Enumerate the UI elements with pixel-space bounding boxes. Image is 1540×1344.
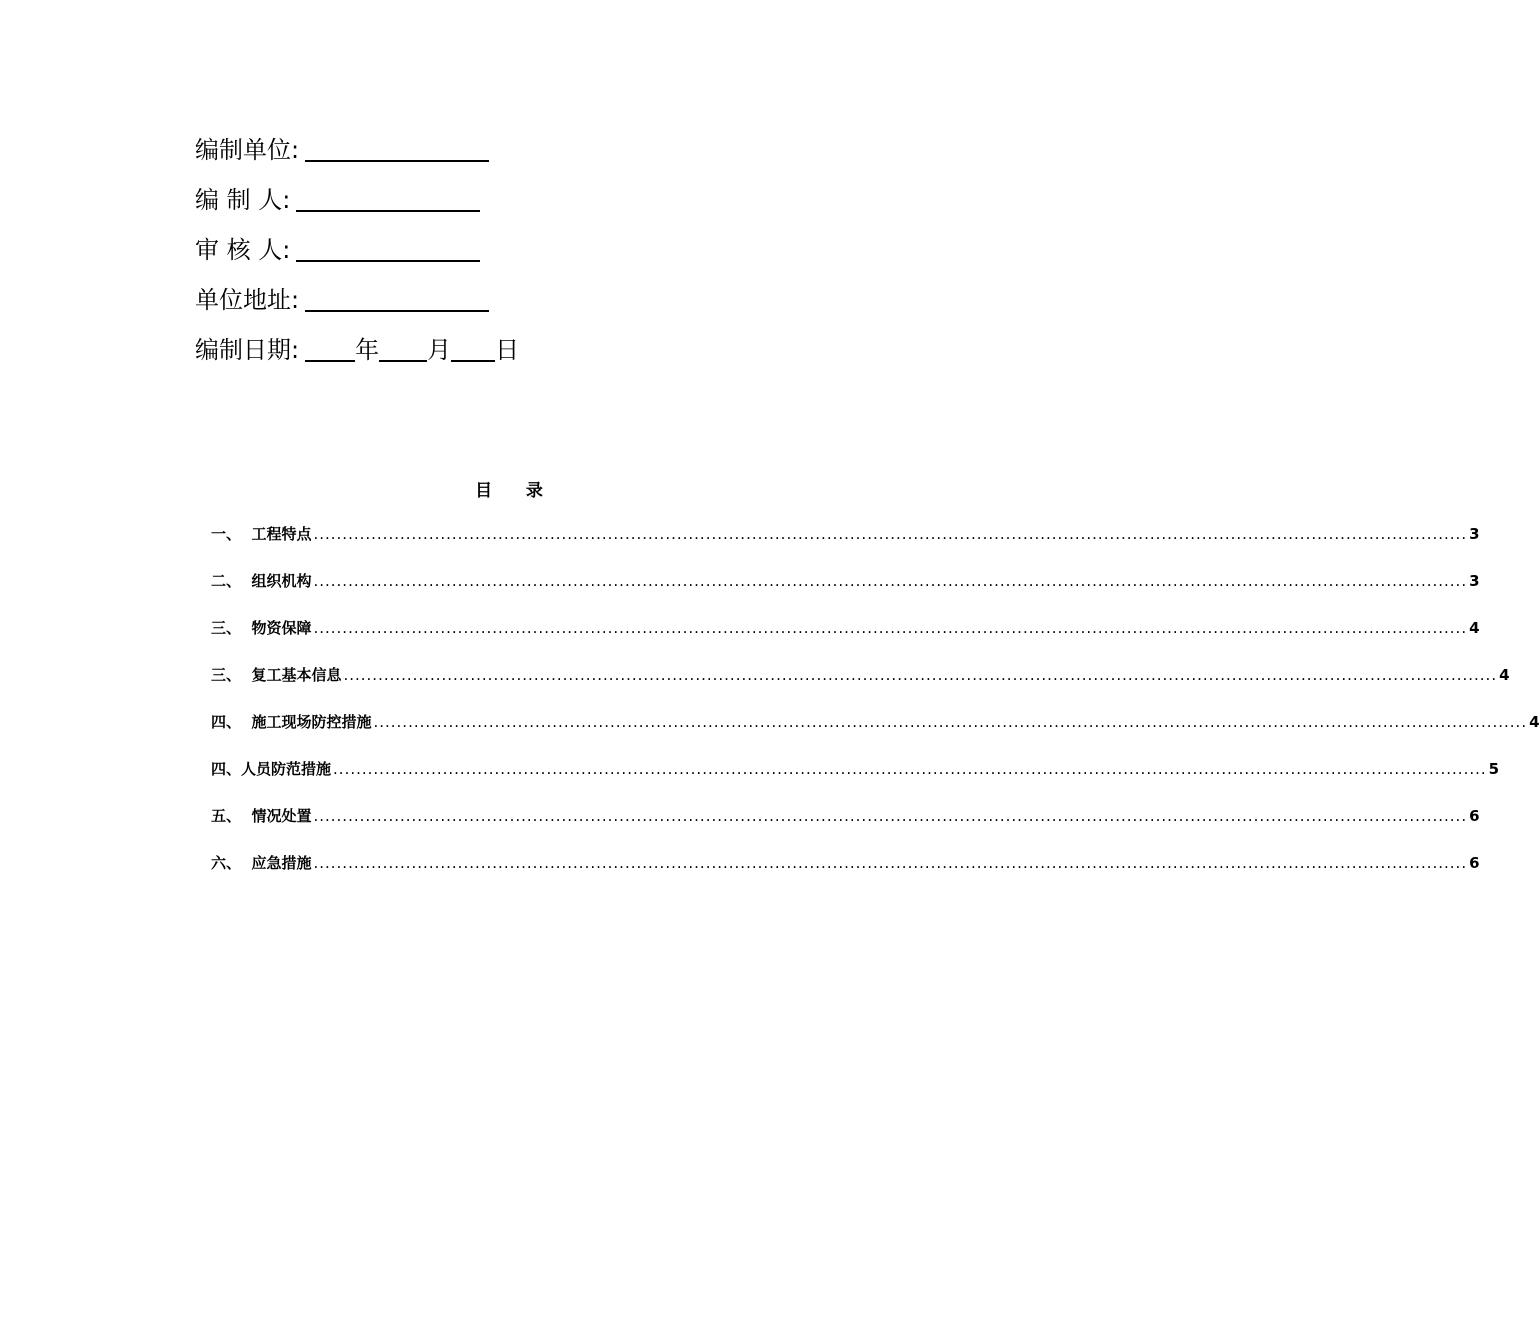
toc-item-title: 人员防范措施 — [241, 760, 332, 778]
toc-item[interactable] — [211, 617, 1480, 664]
toc-leader-dots: ........................................................................................................................................................................................................ — [333, 760, 1487, 778]
document-info-block — [195, 132, 519, 382]
month-field[interactable] — [379, 332, 427, 362]
toc-item[interactable] — [211, 711, 1540, 758]
toc-item-page: 4 — [1529, 713, 1540, 731]
toc-item-title: 复工基本信息 — [251, 666, 342, 684]
toc-item-number: 三、 — [211, 666, 252, 684]
toc-item[interactable] — [211, 664, 1510, 711]
toc-leader-dots: ........................................................................................................................................................................................................ — [313, 807, 1468, 825]
toc-leader-dots: ........................................................................................................................................................................................................ — [343, 666, 1498, 684]
toc-item-number: 一、 — [211, 525, 252, 543]
toc-item-title: 工程特点 — [251, 525, 312, 543]
toc-item-number: 四、 — [211, 760, 242, 778]
toc-item-title: 物资保障 — [251, 619, 312, 637]
toc-item-title: 施工现场防控措施 — [251, 713, 372, 731]
toc-item-page: 4 — [1499, 666, 1510, 684]
author-row — [195, 182, 519, 232]
month-label: 月 — [427, 336, 452, 364]
unit-label: 编制单位: — [195, 136, 300, 164]
address-label: 单位地址: — [195, 286, 300, 314]
toc-item[interactable] — [211, 805, 1480, 852]
year-field[interactable] — [305, 332, 355, 362]
toc-item-number: 四、 — [211, 713, 252, 731]
reviewer-label: 审 核 人: — [195, 236, 291, 264]
address-row — [195, 282, 519, 332]
author-field[interactable] — [296, 182, 480, 212]
unit-row — [195, 132, 519, 182]
toc-item-title: 组织机构 — [251, 572, 312, 590]
toc-item-page: 6 — [1469, 807, 1480, 825]
toc-item-page: 3 — [1469, 525, 1480, 543]
toc-item-page: 4 — [1469, 619, 1480, 637]
toc-leader-dots: ........................................................................................................................................................................................................ — [313, 572, 1468, 590]
reviewer-field[interactable] — [296, 232, 480, 262]
author-label: 编 制 人: — [195, 186, 291, 214]
toc-item-number: 二、 — [211, 572, 252, 590]
toc-title — [0, 476, 1020, 501]
toc-item-page: 6 — [1469, 854, 1480, 872]
toc-leader-dots: ........................................................................................................................................................................................................ — [373, 713, 1528, 731]
toc-item-number: 六、 — [211, 854, 252, 872]
toc-leader-dots: ........................................................................................................................................................................................................ — [313, 854, 1468, 872]
year-label: 年 — [355, 336, 380, 364]
toc-item[interactable] — [211, 570, 1480, 617]
toc-item[interactable] — [211, 758, 1500, 805]
toc-item-title: 应急措施 — [251, 854, 312, 872]
day-label: 日 — [495, 336, 520, 364]
toc-leader-dots: ........................................................................................................................................................................................................ — [313, 619, 1468, 637]
date-label: 编制日期: — [195, 336, 300, 364]
toc-item-number: 五、 — [211, 807, 252, 825]
toc-leader-dots: ........................................................................................................................................................................................................ — [313, 525, 1468, 543]
toc-item-page: 3 — [1469, 572, 1480, 590]
toc-title-text: 目 录 — [475, 481, 545, 501]
day-field[interactable] — [451, 332, 495, 362]
address-field[interactable] — [305, 282, 489, 312]
toc-item[interactable] — [211, 852, 1480, 899]
toc-item-page: 5 — [1488, 760, 1500, 778]
toc-item[interactable] — [211, 523, 1480, 570]
table-of-contents — [211, 523, 1540, 899]
toc-item-title: 情况处置 — [251, 807, 312, 825]
date-row — [195, 332, 519, 382]
reviewer-row — [195, 232, 519, 282]
unit-field[interactable] — [305, 132, 489, 162]
toc-item-number: 三、 — [211, 619, 252, 637]
